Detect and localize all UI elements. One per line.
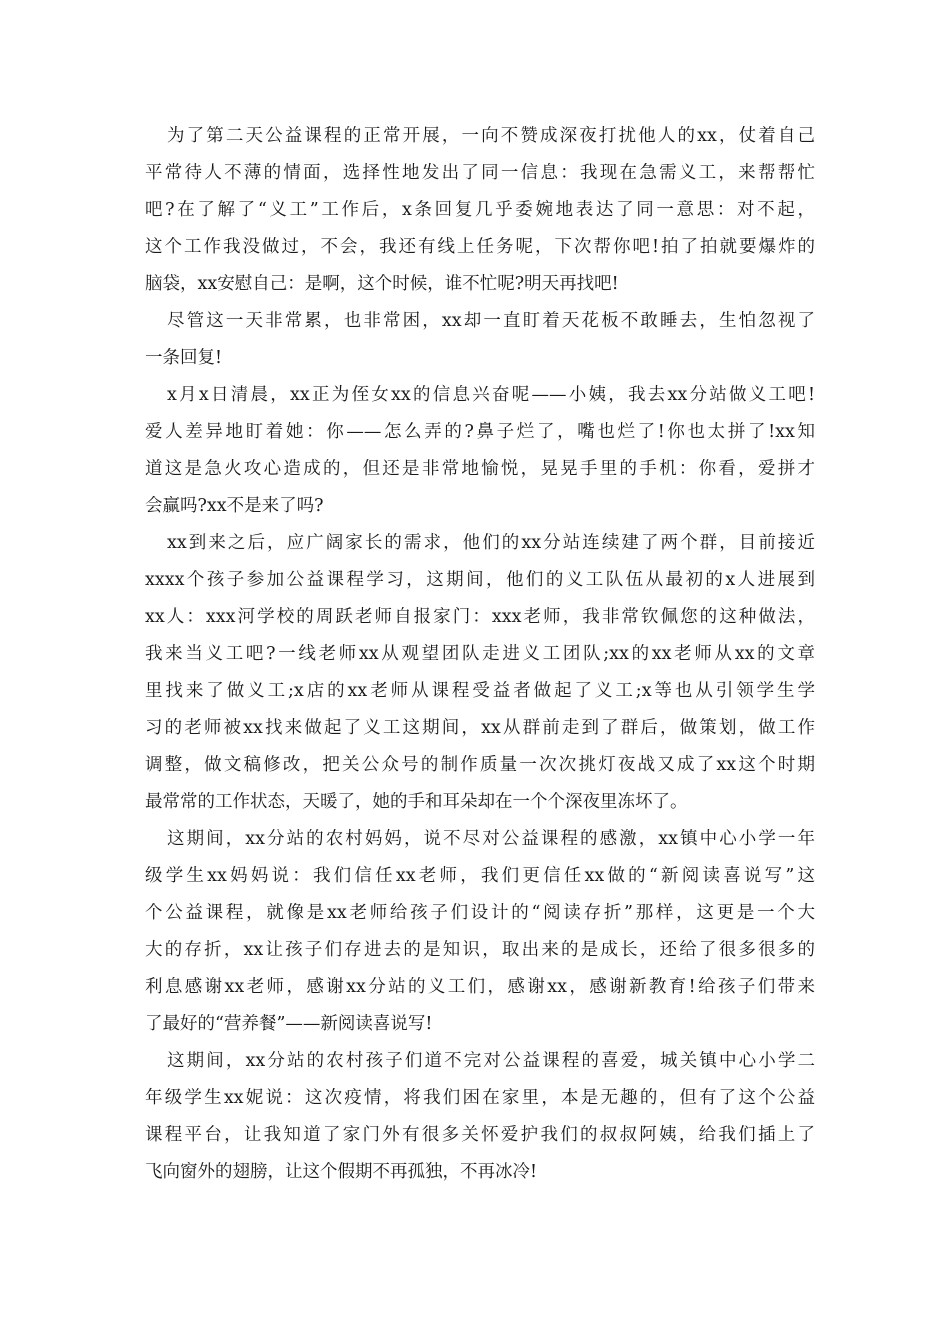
text-line: 爱人差异地盯着她：你——怎么弄的?鼻子烂了，嘴也烂了!你也太拼了!xx知 bbox=[145, 422, 815, 442]
text-line: 级学生xx妈妈说：我们信任xx老师，我们更信任xx做的“新阅读喜说写”这 bbox=[145, 866, 815, 886]
text-line: 了最好的“营养餐”——新阅读喜说写! bbox=[145, 1014, 433, 1034]
text-line: 这个工作我没做过，不会，我还有线上任务呢，下次帮你吧!拍了拍就要爆炸的 bbox=[145, 237, 815, 257]
text-line: 最常常的工作状态，天暖了，她的手和耳朵却在一个个深夜里冻坏了。 bbox=[145, 792, 688, 812]
text-line: 尽管这一天非常累，也非常困，xx却一直盯着天花板不敢睡去，生怕忽视了 bbox=[167, 311, 815, 331]
text-line: 吧?在了解了“义工”工作后，x条回复几乎委婉地表达了同一意思：对不起， bbox=[145, 200, 815, 220]
text-line: 大的存折，xx让孩子们存进去的是知识，取出来的是成长，还给了很多很多的 bbox=[145, 940, 815, 960]
text-line: 课程平台，让我知道了家门外有很多关怀爱护我们的叔叔阿姨，给我们插上了 bbox=[145, 1125, 815, 1145]
text-line: 调整，做文稿修改，把关公众号的制作质量一次次挑灯夜战又成了xx这个时期 bbox=[145, 755, 815, 775]
text-line: 里找来了做义工;x店的xx老师从课程受益者做起了义工;x等也从引领学生学 bbox=[145, 681, 815, 701]
text-line: 这期间，xx分站的农村孩子们道不完对公益课程的喜爱，城关镇中心小学二 bbox=[167, 1051, 815, 1071]
text-line: xx人：xxx河学校的周跃老师自报家门：xxx老师，我非常钦佩您的这种做法， bbox=[145, 607, 815, 627]
text-line: 飞向窗外的翅膀，让这个假期不再孤独，不再冰冷! bbox=[145, 1162, 538, 1182]
text-line: 我来当义工吧?一线老师xx从观望团队走进义工团队;xx的xx老师从xx的文章 bbox=[145, 644, 815, 664]
text-line: xxxx个孩子参加公益课程学习，这期间，他们的义工队伍从最初的x人进展到 bbox=[145, 570, 815, 590]
text-line: xx到来之后，应广阔家长的需求，他们的xx分站连续建了两个群，目前接近 bbox=[167, 533, 815, 553]
text-line: 会赢吗?xx不是来了吗? bbox=[145, 496, 324, 516]
text-line: 为了第二天公益课程的正常开展，一向不赞成深夜打扰他人的xx，仗着自己 bbox=[167, 126, 815, 146]
text-line: 年级学生xx妮说：这次疫情，将我们困在家里，本是无趣的，但有了这个公益 bbox=[145, 1088, 815, 1108]
text-line: 脑袋，xx安慰自己：是啊，这个时候，谁不忙呢?明天再找吧! bbox=[145, 274, 619, 294]
text-line: x月x日清晨，xx正为侄女xx的信息兴奋呢——小姨，我去xx分站做义工吧! bbox=[167, 385, 815, 405]
text-line: 习的老师被xx找来做起了义工这期间，xx从群前走到了群后，做策划，做工作 bbox=[145, 718, 815, 738]
text-line: 个公益课程，就像是xx老师给孩子们设计的“阅读存折”那样，这更是一个大 bbox=[145, 903, 815, 923]
article-body bbox=[145, 118, 815, 1191]
text-line: 利息感谢xx老师，感谢xx分站的义工们，感谢xx，感谢新教育!给孩子们带来 bbox=[145, 977, 815, 997]
text-line: 这期间，xx分站的农村妈妈，说不尽对公益课程的感激，xx镇中心小学一年 bbox=[167, 829, 815, 849]
text-line: 道这是急火攻心造成的，但还是非常地愉悦，晃晃手里的手机：你看，爱拼才 bbox=[145, 459, 815, 479]
text-line: 一条回复! bbox=[145, 348, 223, 368]
text-line: 平常待人不薄的情面，选择性地发出了同一信息：我现在急需义工，来帮帮忙 bbox=[145, 163, 815, 183]
